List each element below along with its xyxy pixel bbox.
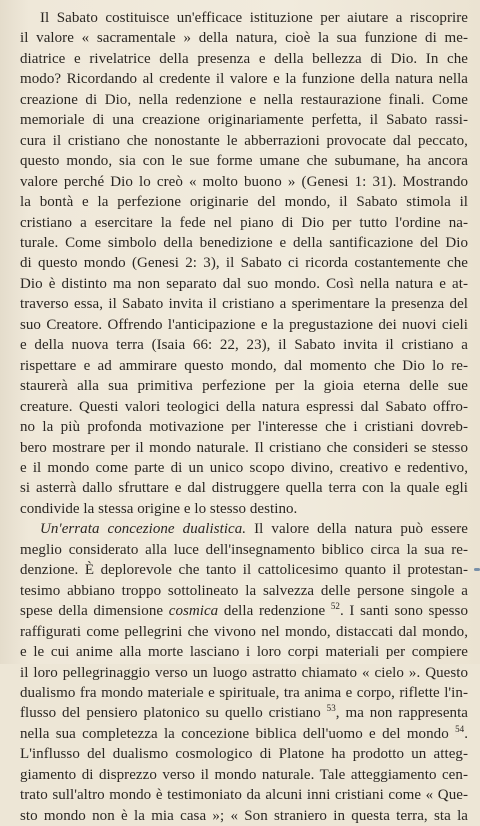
text-line: e le cui anime alla morte lasciano i loro corpi materiali per compiere — [20, 644, 468, 661]
text-line: il valore « sacramentale » della natura, cioè la sua funzione di me- — [20, 30, 468, 47]
text-run: Il valore della natura può essere — [246, 521, 468, 538]
text-line: raffigurati come pellegrini che vivono nel mondo, distaccati dal mondo, — [20, 623, 468, 640]
text-line: Dio è distinto ma non separato dal suo mondo. Così nella natura e at- — [20, 275, 468, 292]
text-line: il loro pellegrinaggio verso un luogo astratto chiamato « cielo ». Questo — [20, 664, 468, 681]
text-line: rispettare e ad ammirare questo mondo, dal momento che Dio lo re- — [20, 357, 468, 374]
section-heading: Un'errata concezione dualistica. — [40, 521, 247, 538]
text-line: no la più profonda motivazione per l'interesse che i cristiani dovreb- — [20, 419, 468, 436]
text-line — [20, 519, 468, 539]
text-line: L'influsso del dualismo cosmologico di Platone ha prodotto un atteg- — [20, 746, 468, 763]
paragraph-dualistic-conception — [20, 519, 468, 826]
text-line: modo? Ricordando al credente il valore e la funzione della natura nella — [20, 71, 468, 88]
text-line: suo Creatore. Offrendo l'anticipazione e la pregustazione dei nuovi cieli — [20, 316, 468, 333]
page-edge-mark — [474, 568, 480, 571]
text-line: valore perché Dio lo creò « molto buono » (Genesi 1: 31). Mostrando — [20, 173, 468, 190]
text-line: staurerà alla sua primitiva perfezione per la gioia eterna delle sue — [20, 378, 468, 395]
paragraph-sabbath-nature — [20, 8, 468, 519]
text-line: spese della dimensione cosmica della redenzione $^{52}$. I santi sono spesso — [20, 601, 468, 620]
text-line: la bontà e la perfezione originarie del mondo, il Sabato stimola il — [20, 194, 468, 211]
text-line: creazione di Dio, nella redenzione e nella restaurazione finali. Come — [20, 91, 468, 108]
text-line: condivide la stessa origine e lo stesso destino. — [20, 500, 298, 517]
text-line: nella sua completezza la concezione biblica dell'uomo e del mondo $^{54}$. — [20, 723, 468, 742]
text-line: cura il cristiano che nonostante le abberrazioni provocate dal peccato, — [20, 132, 468, 149]
text-line: creature. Questi valori teologici della natura espressi dal Sabato offro- — [20, 398, 468, 415]
text-line: e il mondo come parte di un unico scopo divino, creativo e redentivo, — [20, 459, 468, 476]
text-line: di questo mondo (Genesi 2: 3), il Sabato ci ricorda costantemente che — [20, 255, 468, 272]
text-line: questo mondo, sia con le sue forme umane che subumane, ha ancora — [20, 153, 468, 170]
text-line: e della nuova terra (Isaia 66: 22, 23), il Sabato invita il cristiano a — [20, 337, 468, 354]
text-line: diatrice e rivelatrice della presenza e della bellezza di Dio. In che — [20, 50, 468, 67]
text-line: cristiano a esercitare la fede nel piano di Dio per tutto l'ordine na- — [20, 214, 468, 231]
text-line: dualismo fra mondo materiale e spirituale, tra anima e corpo, riflette l'in- — [20, 684, 468, 701]
text-line: tesimo abbiano troppo sottolineato la salvezza delle persone singole a — [20, 582, 468, 599]
text-line: Il Sabato costituisce un'efficace istituzione per aiutare a riscoprire — [40, 10, 468, 26]
text-line: flusso del pensiero platonico su quello cristiano $^{53}$, ma non rappresenta — [20, 703, 469, 722]
text-line: turale. Come simbolo della benedizione e della santificazione del Dio — [20, 234, 468, 251]
text-line: trato sull'altro mondo è testimoniato da alcuni inni cristiani come « Que- — [20, 787, 468, 804]
text-line: meglio considerato alla luce dell'insegnamento biblico circa la sua re- — [20, 541, 468, 558]
text-line: memoriale di una creazione originariamente perfetta, il Sabato rassi- — [20, 112, 468, 129]
text-line: traverso essa, il Sabato invita il cristiano a sperimentare la presenza del — [20, 296, 468, 313]
text-line: sto mondo non è la mia casa »; « Son straniero in questa terra, sta la — [20, 807, 468, 824]
text-line: giamento di disprezzo verso il mondo naturale. Tale atteggiamento cen- — [20, 766, 468, 783]
text-line: bero mostrare per il mondo naturale. Il cristiano che consideri se stesso — [20, 439, 468, 456]
text-line: denzione. È deplorevole che tanto il cattolicesimo quanto il protestan- — [20, 562, 468, 579]
text-line: si asterrà dallo sfruttare e dal distruggere quella terra con la quale egli — [20, 480, 468, 497]
